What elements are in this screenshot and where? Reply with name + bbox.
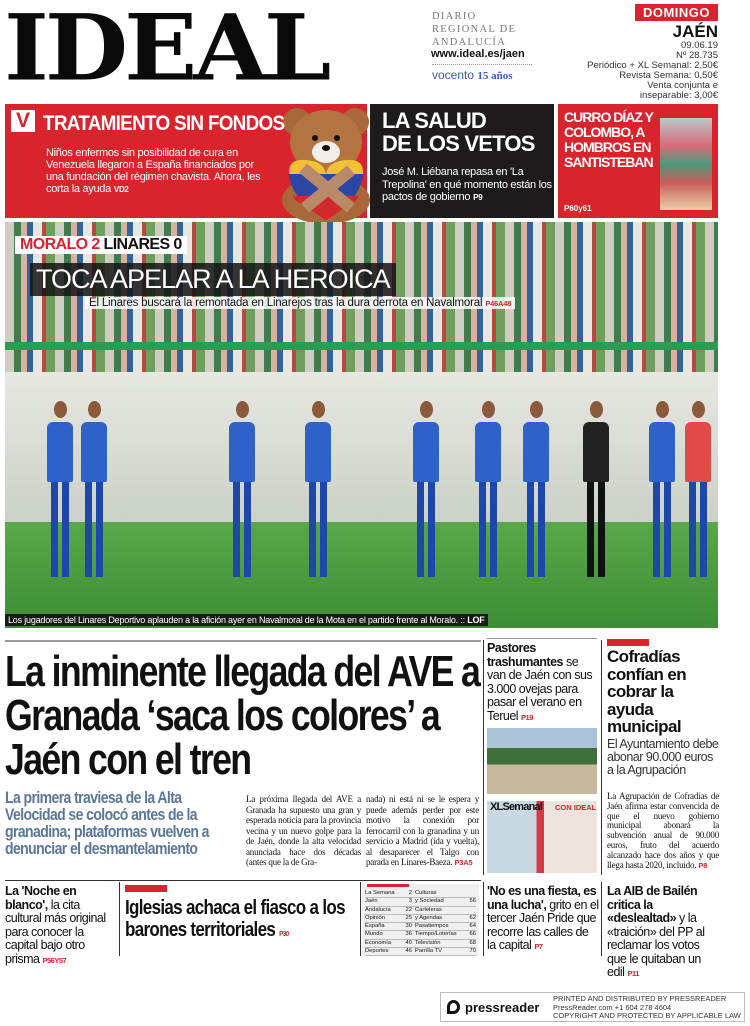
teaser-body (382, 166, 552, 205)
iglesias-headline[interactable] (125, 897, 360, 945)
index-page: 22 (405, 906, 412, 913)
teaser-vetos[interactable] (370, 104, 554, 218)
index-page: 68 (469, 939, 476, 946)
red-marker (367, 884, 409, 887)
caption-text: Los jugadores del Linares Deportivo aplauden a la afición ayer en Navalmoral de la Mota en el partido frente al Moralo. (8, 615, 458, 625)
xlsemanal-tag: CON IDEAL (555, 803, 597, 812)
column-text: nada) ni está ni se le espera y puede además perder por este motivo la conexión por ferrocarril con la granadina y un servicio a Madrid (ida y vuelta), al desaparecer el Talgo con parada en Linares-Baeza. (366, 794, 479, 867)
group-name: vocento (432, 68, 475, 82)
photo-headline[interactable]: TOCA APELAR A LA HEROICA (30, 263, 396, 296)
divider (432, 64, 532, 65)
teddy-bear-image (267, 100, 385, 222)
group-logo (432, 68, 513, 82)
index-section: Tiempo/Loterías (415, 931, 457, 938)
index-section: y Agendas (415, 914, 443, 921)
page-ref: P30 (279, 929, 289, 938)
index-page: 64 (469, 923, 476, 930)
price-line: inseparable: 3,00€ (639, 90, 718, 101)
page-ref: VD2 (113, 185, 129, 194)
railing (5, 342, 718, 350)
index-section: Pasatiempos (415, 923, 449, 930)
main-headline[interactable]: La inminente llegada del AVE a Granada ‘saca los colores’ a Jaén con el tren (5, 647, 480, 784)
index-section: Deportes (365, 948, 389, 955)
story-noche[interactable] (5, 885, 118, 967)
teaser-text: Niños enfermos sin posibilidad de cura en Venezuela llegaron a España financiados por una fundación del régimen chavista. Ahora, les corta la ayuda (46, 147, 261, 195)
page-ref: P9 (473, 193, 483, 202)
match-score (15, 236, 187, 254)
index-page: 46 (405, 948, 412, 955)
index-section: España (365, 923, 385, 930)
v-badge: V (11, 110, 35, 132)
index-page: 62 (469, 914, 476, 921)
teaser-title (382, 109, 535, 155)
body-text: La Agrupación de Cofradías de Jaén afirma estar convencida de que el nuevo gobierno municipal abonará la subvención anual de 90.000 euros, fruto del acuerdo alcanzado hace dos años y que llega hasta 2020, incluido. (607, 791, 719, 870)
index-section: Economía (365, 939, 392, 946)
footer-line: PressReader.com +1 604 278 4604 (553, 1002, 672, 1012)
teaser-tratamiento[interactable] (5, 104, 367, 218)
photo-caption: Los jugadores del Linares Deportivo aplauden a la afición ayer en Navalmoral de la Mota en el partido frente al Moralo. :: LOF (5, 614, 488, 626)
index-page: 36 (405, 931, 412, 938)
red-marker (125, 885, 167, 892)
pressreader-brand: pressreader (465, 1000, 540, 1015)
subhead-text: El Linares buscará la remontada en Linarejos tras la dura derrota en Navalmoral (89, 297, 483, 309)
divider (483, 882, 484, 956)
player (301, 387, 335, 582)
index-section: Jaén (365, 898, 378, 905)
price-line: Venta conjunta e (647, 80, 718, 91)
index-page: 40 (405, 939, 412, 946)
newspaper-logo: IDEAL (4, 0, 328, 102)
page-ref: P19 (521, 712, 533, 722)
player (645, 387, 679, 582)
story-pride[interactable] (487, 885, 599, 954)
index-section: Mundo (365, 931, 383, 938)
edition-city: JAÉN (672, 22, 718, 41)
price-line: Revista Semana: 0,50€ (619, 70, 718, 81)
index-section: y Sociedad (415, 898, 444, 905)
pressreader-badge[interactable] (440, 992, 745, 1022)
main-subhead: La primera traviesa de la Alta Velocidad se colocó antes de la granadina; plataformas vuelven a denunciar el desmantelamiento (5, 789, 209, 858)
page-ref: P7 (534, 942, 543, 951)
issue-number: Nº 28.735 (675, 50, 718, 61)
index-row (365, 890, 476, 898)
teaser-text: José M. Liébana repasa en 'La Trepolina' en qué momento están los pactos de gobierno (382, 166, 552, 203)
index-page: 56 (469, 898, 476, 905)
score-home: MORALO 2 (20, 236, 100, 253)
player (519, 387, 553, 582)
divider (360, 882, 361, 956)
index-section: La Semana (365, 890, 395, 896)
story-pastores[interactable] (487, 642, 599, 724)
index-section: Opinión (365, 914, 385, 921)
story-bold: Pastores trashumantes (487, 641, 563, 669)
index-row (365, 923, 476, 931)
tagline: DIARIO REGIONAL DE ANDALUCÍA (432, 11, 517, 48)
xlsemanal-title: XLSemanal (490, 801, 543, 813)
edition-info (560, 4, 718, 101)
date: 09.06.19 (681, 40, 718, 51)
pressreader-icon (447, 1000, 460, 1014)
red-marker (607, 639, 649, 646)
index-row (365, 907, 476, 915)
divider (601, 882, 602, 956)
photo-credit: LOF (467, 615, 485, 625)
group-badge: 15 años (477, 70, 513, 82)
page-ref: P11 (627, 969, 639, 978)
player (77, 387, 111, 582)
divider (487, 638, 597, 639)
story-bold: La 'Noche en blanco', (5, 884, 77, 912)
divider (119, 882, 120, 956)
index-section: Andalucía (365, 906, 391, 913)
goalkeeper (579, 387, 613, 582)
teaser-toros[interactable] (558, 104, 718, 218)
story-text: y la «traición» del PP al reclamar los votos que le quitaban un edil (607, 911, 705, 979)
article-column (366, 794, 479, 869)
page-ref: P8 (698, 860, 708, 870)
index-page: 2 (408, 890, 412, 896)
index-page: 70 (469, 948, 476, 955)
referee (681, 387, 715, 582)
player (225, 387, 259, 582)
cofradias-headline[interactable]: Cofradías confían en cobrar la ayuda municipal (607, 647, 687, 736)
cofradias-body (607, 792, 719, 870)
player (409, 387, 443, 582)
teaser-title: TRATAMIENTO SIN FONDOS (43, 112, 285, 135)
index-section: Culturas (415, 890, 437, 896)
index-row (365, 931, 476, 939)
page-ref: P60y61 (564, 204, 592, 213)
section-index (362, 884, 479, 956)
teaser-title: CURRO DÍAZ Y COLOMBO, A HOMBROS EN SANTISTEBAN (564, 109, 653, 170)
score-away: LINARES 0 (103, 236, 182, 253)
cofradias-subhead: El Ayuntamiento debe abonar 90.000 euros a la Agrupación (607, 737, 719, 777)
index-page: 25 (405, 914, 412, 921)
story-text: se van de Jaén con sus 3.000 ovejas para pasar el verano en Teruel (487, 654, 593, 723)
index-row (365, 948, 476, 956)
story-text: grito en el tercer Jaén Pride que recorre las calles de la capital (487, 897, 599, 952)
index-section: Parrilla TV (415, 948, 442, 955)
index-section: Carteleras (415, 906, 442, 913)
photo-subhead (85, 297, 515, 309)
index-page: 30 (405, 923, 412, 930)
page-ref: P3A5 (454, 858, 473, 867)
bullfighter-photo (660, 118, 712, 210)
footer-line: COPYRIGHT AND PROTECTED BY APPLICABLE LAW (553, 1011, 741, 1020)
player (43, 387, 77, 582)
article-column: La próxima llegada del AVE a Granada ha supuesto una gran y esperada noticia para la provincia vecina y un nuevo golpe para la de Jaén, donde la alta velocidad anunciada hace dos décadas (antes que la de Gra- (246, 794, 361, 867)
headline-text: Iglesias achaca el fiasco a los barones territoriales (125, 897, 345, 941)
index-row (365, 898, 476, 906)
pressreader-info (553, 995, 743, 1021)
player (471, 387, 505, 582)
divider (5, 640, 481, 642)
index-row (365, 940, 476, 948)
page-ref: P46A48 (485, 299, 512, 308)
divider (483, 640, 484, 875)
divider (5, 880, 481, 881)
story-bold: La AIB de Bailén critica la «deslealtad» (607, 884, 698, 925)
story-bold: 'No es una fiesta, es una lucha', (487, 884, 597, 912)
website-link[interactable]: www.ideal.es/jaen (431, 48, 525, 60)
index-page: 3 (408, 898, 412, 905)
price-line: Periódico + XL Semanal: 2,50€ (587, 60, 718, 71)
title-line: LA SALUD (382, 108, 486, 133)
story-text: la cita cultural más original para conocer la capital bajo otro prisma (5, 897, 106, 966)
divider (601, 640, 602, 875)
index-page: 66 (469, 931, 476, 938)
sheep-photo (487, 728, 597, 794)
index-row (365, 915, 476, 923)
footer-line: PRINTED AND DISTRIBUTED BY PRESSREADER (553, 994, 727, 1003)
story-bailen[interactable] (607, 885, 719, 981)
football-photo[interactable] (5, 222, 718, 628)
index-section: Televisión (415, 939, 441, 946)
day-badge: DOMINGO (635, 4, 718, 21)
page-ref: P56Y57 (42, 955, 67, 965)
title-line: DE LOS VETOS (382, 131, 535, 156)
teaser-body (46, 147, 266, 196)
